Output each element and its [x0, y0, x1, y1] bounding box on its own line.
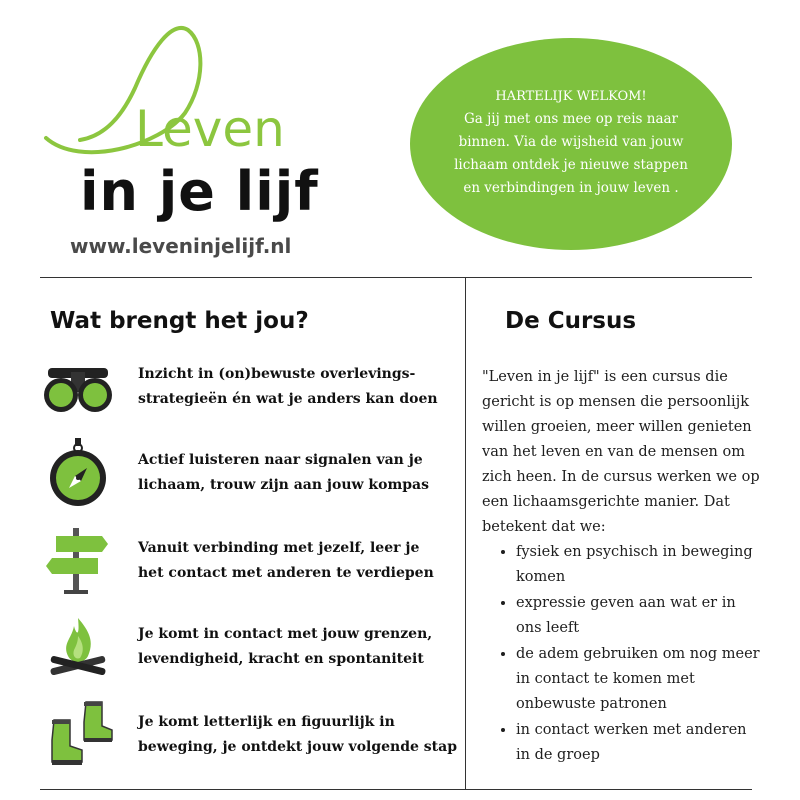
course-bullet [516, 718, 772, 768]
benefit-line: lichaam, trouw zijn aan jouw kompas [138, 477, 430, 493]
course-bullet-line: • in contact werken met anderen [516, 722, 747, 738]
binoculars-icon [42, 352, 114, 422]
benefit-line: Inzicht in (on)bewuste overlevings- [138, 366, 416, 382]
course-bullet [516, 591, 772, 641]
course-bullet [516, 540, 772, 590]
benefit-line: Je komt letterlijk en figuurlijk in [138, 714, 395, 730]
benefit-text [138, 710, 468, 760]
benefit-item [40, 526, 460, 596]
course-intro-line: gericht is op mensen die persoonlijk [482, 394, 749, 410]
website-url[interactable]: www.leveninjelijf.nl [70, 234, 292, 258]
benefit-line: Vanuit verbinding met jezelf, leer je [138, 540, 420, 556]
welcome-line: binnen. Via de wijsheid van jouw [458, 134, 684, 150]
top-divider [40, 277, 752, 278]
signpost-icon [42, 526, 114, 596]
course-bullet-line: • de adem gebruiken om nog meer [516, 646, 760, 662]
benefit-line: Actief luisteren naar signalen van je [138, 452, 423, 468]
course-bullet-line: ons leeft [516, 620, 580, 636]
course-intro-line: van het leven en van de mensen om [482, 444, 745, 460]
benefit-text [138, 622, 468, 672]
benefit-text [138, 448, 468, 498]
compass-icon [42, 438, 114, 508]
benefit-item [40, 352, 460, 422]
benefit-item [40, 700, 460, 770]
course-intro-line: zich heen. In de cursus werken we op [482, 469, 760, 485]
logo [40, 18, 330, 268]
course-bullet [516, 642, 772, 717]
course-heading: De Cursus [505, 308, 637, 334]
welcome-line: Ga jij met ons mee op reis naar [463, 111, 678, 127]
benefit-line: strategieën én wat je anders kan doen [138, 391, 438, 407]
logo-word-2: in je lijf [80, 160, 319, 223]
course-intro-line: willen groeien, meer willen genieten [482, 419, 752, 435]
benefit-line: levendigheid, kracht en spontaniteit [138, 651, 424, 667]
welcome-bubble [410, 38, 732, 250]
course-bullet-line: • expressie geven aan wat er in [516, 595, 736, 611]
benefit-line: het contact met anderen te verdiepen [138, 565, 434, 581]
course-description [482, 365, 772, 769]
benefit-text [138, 536, 468, 586]
bottom-divider [40, 789, 752, 790]
benefit-text [138, 362, 468, 412]
hiking-boots-icon [42, 700, 114, 770]
course-intro-line: betekent dat we: [482, 519, 606, 535]
welcome-line: en verbindingen in jouw leven . [463, 180, 679, 196]
welcome-line: lichaam ontdek je nieuwe stappen [454, 157, 688, 173]
welcome-title: HARTELIJK WELKOM! [495, 89, 647, 104]
course-bullet-line: komen [516, 569, 566, 585]
course-bullet-line: in contact te komen met [516, 671, 695, 687]
campfire-icon [42, 612, 114, 682]
course-bullet-line: in de groep [516, 747, 600, 763]
course-bullet-list [482, 540, 772, 768]
benefit-line: beweging, je ontdekt jouw volgende stap [138, 739, 457, 755]
course-bullet-line: onbewuste patronen [516, 696, 667, 712]
benefit-line: Je komt in contact met jouw grenzen, [138, 626, 433, 642]
benefit-item [40, 438, 460, 508]
course-intro-line: "Leven in je lijf" is een cursus die [482, 369, 728, 385]
benefit-item [40, 612, 460, 682]
course-intro-line: een lichaamsgerichte manier. Dat [482, 494, 730, 510]
logo-word-1: Leven [135, 100, 285, 158]
logo-swash [40, 18, 330, 168]
benefits-heading: Wat brengt het jou? [50, 308, 309, 334]
course-bullet-line: • fysiek en psychisch in beweging [516, 544, 753, 560]
welcome-text [446, 108, 696, 200]
course-intro [482, 365, 772, 540]
